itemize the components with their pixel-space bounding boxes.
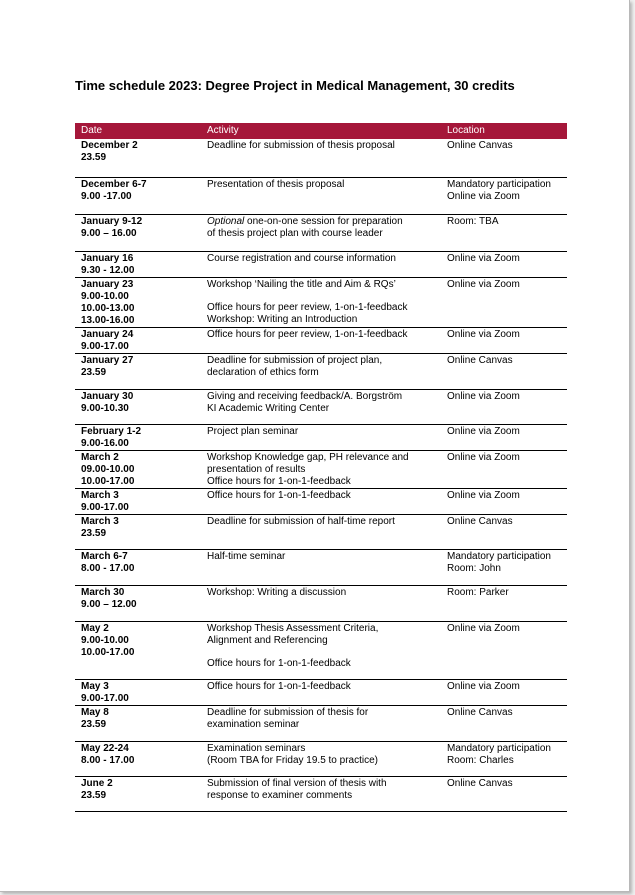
activity-line (207, 635, 441, 647)
header-date: Date (75, 123, 201, 139)
date-line: 9.00-10.00 (81, 290, 129, 302)
location-line: Mandatory participation (447, 742, 551, 754)
activity-text: examination seminar (207, 718, 300, 730)
cell-date (75, 389, 201, 424)
date-line: 09.00-10.00 (81, 463, 135, 475)
activity-text: Course registration and course information (207, 252, 396, 264)
activity-text: Office hours for peer review, 1-on-1-feedback (207, 301, 408, 313)
activity-line (207, 587, 441, 599)
cell-date (75, 251, 201, 277)
location-line: Online via Zoom (447, 489, 520, 501)
cell-location (441, 389, 567, 424)
date-line: December 2 (81, 140, 138, 151)
cell-location (441, 353, 567, 389)
line-spacer (207, 291, 441, 302)
activity-text: Office hours for peer review, 1-on-1-feedback (207, 328, 408, 340)
activity-line (207, 778, 441, 790)
activity-line (207, 179, 441, 191)
table-row (75, 139, 567, 177)
date-line: 9.00-17.00 (81, 340, 129, 352)
table-row (75, 488, 567, 514)
date-line: February 1-2 (81, 425, 142, 437)
date-line: January 30 (81, 390, 134, 402)
date-line: 23.59 (81, 152, 107, 163)
table-row (75, 514, 567, 549)
date-line: 9.00-17.00 (81, 501, 129, 513)
header-activity: Activity (201, 123, 441, 139)
location-line: Online Canvas (447, 140, 513, 151)
activity-line (207, 658, 441, 670)
date-line: 23.59 (81, 718, 107, 730)
date-line: 13.00-16.00 (81, 314, 135, 326)
activity-text: Office hours for 1-on-1-feedback (207, 475, 351, 487)
cell-date (75, 177, 201, 214)
location-line: Online Canvas (447, 706, 513, 718)
cell-location (441, 177, 567, 214)
location-line: Room: John (447, 562, 501, 574)
header-location: Location (441, 123, 567, 139)
cell-activity (201, 327, 441, 353)
location-line: Online Canvas (447, 777, 513, 789)
table-row (75, 424, 567, 450)
activity-line (207, 314, 441, 326)
activity-line (207, 452, 441, 464)
activity-text: Alignment and Referencing (207, 634, 328, 646)
activity-line (207, 464, 441, 476)
cell-date (75, 214, 201, 251)
activity-text: Office hours for 1-on-1-feedback (207, 657, 351, 669)
activity-line (207, 216, 441, 228)
date-line: March 3 (81, 515, 119, 527)
cell-activity (201, 353, 441, 389)
date-line: March 6-7 (81, 550, 128, 562)
cell-activity (201, 741, 441, 776)
date-line: 10.00-13.00 (81, 302, 135, 314)
activity-line (207, 329, 441, 341)
cell-location (441, 251, 567, 277)
cell-location (441, 139, 567, 177)
cell-activity (201, 177, 441, 214)
cell-date (75, 450, 201, 488)
cell-location (441, 549, 567, 585)
activity-line (207, 707, 441, 719)
date-line: 23.59 (81, 789, 107, 801)
cell-date (75, 488, 201, 514)
table-row (75, 327, 567, 353)
activity-line (207, 790, 441, 802)
cell-location (441, 450, 567, 488)
cell-date (75, 705, 201, 741)
activity-text: Deadline for submission of project plan, (207, 354, 383, 366)
activity-line (207, 516, 441, 528)
activity-line (207, 302, 441, 314)
activity-line (207, 755, 441, 767)
cell-date (75, 353, 201, 389)
activity-line (207, 551, 441, 563)
location-line: Online via Zoom (447, 680, 520, 692)
date-line: 9.30 - 12.00 (81, 264, 135, 276)
cell-location (441, 776, 567, 811)
activity-line (207, 391, 441, 403)
cell-date (75, 327, 201, 353)
activity-line (207, 253, 441, 265)
table-row (75, 353, 567, 389)
date-line: 9.00 – 16.00 (81, 227, 137, 239)
activity-text: presentation of results (207, 463, 306, 475)
location-line: Online via Zoom (447, 252, 520, 264)
activity-line (207, 355, 441, 367)
table-row (75, 251, 567, 277)
schedule-body (75, 139, 567, 811)
cell-activity (201, 585, 441, 621)
activity-line (207, 228, 441, 240)
activity-line (207, 623, 441, 635)
cell-location (441, 214, 567, 251)
location-line: Online via Zoom (447, 190, 520, 202)
cell-activity (201, 277, 441, 327)
activity-text: Workshop Thesis Assessment Criteria, (207, 622, 379, 634)
date-line: June 2 (81, 777, 113, 789)
activity-text: of thesis project plan with course leader (207, 227, 383, 239)
cell-location (441, 277, 567, 327)
location-line: Online via Zoom (447, 328, 520, 340)
activity-text: Submission of final version of thesis with (207, 777, 387, 789)
location-line: Online Canvas (447, 354, 513, 366)
activity-text: response to examiner comments (207, 789, 353, 801)
cell-location (441, 679, 567, 705)
activity-line (207, 403, 441, 415)
date-line: January 9-12 (81, 215, 143, 227)
location-line: Room: TBA (447, 215, 499, 227)
cell-date (75, 549, 201, 585)
cell-activity (201, 139, 441, 177)
table-row (75, 177, 567, 214)
cell-activity (201, 514, 441, 549)
table-row (75, 741, 567, 776)
table-row (75, 621, 567, 679)
date-line: March 3 (81, 489, 119, 501)
activity-line (207, 681, 441, 693)
cell-location (441, 424, 567, 450)
table-row (75, 776, 567, 811)
cell-date (75, 776, 201, 811)
activity-text: Workshop Knowledge gap, PH relevance and (207, 451, 409, 463)
date-line: 9.00-17.00 (81, 692, 129, 704)
activity-emphasis: Optional (207, 215, 245, 227)
location-line: Room: Parker (447, 586, 509, 598)
location-line: Mandatory participation (447, 550, 551, 562)
activity-text: Workshop: Writing a discussion (207, 586, 347, 598)
activity-text: declaration of ethics form (207, 366, 319, 378)
table-row (75, 705, 567, 741)
date-line: January 27 (81, 354, 134, 366)
cell-activity (201, 776, 441, 811)
activity-text: Workshop: Writing an Introduction (207, 313, 358, 325)
activity-line (207, 140, 441, 152)
cell-activity (201, 488, 441, 514)
line-spacer (207, 647, 441, 658)
cell-date (75, 424, 201, 450)
activity-text: one-on-one session for preparation (244, 215, 403, 227)
cell-activity (201, 214, 441, 251)
activity-line (207, 367, 441, 379)
date-line: 23.59 (81, 527, 107, 539)
document-title: Time schedule 2023: Degree Project in Medical Management, 30 credits (75, 78, 515, 93)
cell-date (75, 679, 201, 705)
date-line: January 16 (81, 252, 134, 264)
cell-activity (201, 549, 441, 585)
activity-text: Presentation of thesis proposal (207, 178, 345, 190)
cell-activity (201, 679, 441, 705)
date-line: 23.59 (81, 366, 107, 378)
activity-text: Office hours for 1-on-1-feedback (207, 680, 351, 692)
table-row (75, 450, 567, 488)
date-line: 9.00 -17.00 (81, 190, 132, 202)
cell-date (75, 139, 201, 177)
cell-location (441, 327, 567, 353)
location-line: Online via Zoom (447, 451, 520, 463)
activity-text: Workshop ‘Nailing the title and Aim & RQs’ (207, 278, 396, 290)
activity-line (207, 279, 441, 291)
date-line: January 24 (81, 328, 134, 340)
date-line: May 22-24 (81, 742, 129, 754)
date-line: 9.00-16.00 (81, 437, 129, 449)
location-line: Online via Zoom (447, 278, 520, 290)
date-line: January 23 (81, 278, 134, 290)
cell-date (75, 585, 201, 621)
cell-location (441, 621, 567, 679)
date-line: December 6-7 (81, 178, 147, 190)
date-line: 9.00-10.00 (81, 634, 129, 646)
date-line: 8.00 - 17.00 (81, 754, 135, 766)
cell-activity (201, 705, 441, 741)
activity-text: Deadline for submission of thesis proposal (207, 140, 395, 151)
cell-location (441, 514, 567, 549)
cell-date (75, 621, 201, 679)
cell-activity (201, 389, 441, 424)
table-row (75, 389, 567, 424)
table-row (75, 679, 567, 705)
cell-date (75, 741, 201, 776)
table-row (75, 585, 567, 621)
cell-location (441, 585, 567, 621)
activity-line (207, 719, 441, 731)
location-line: Online Canvas (447, 515, 513, 527)
date-line: 9.00-10.30 (81, 402, 129, 414)
cell-activity (201, 450, 441, 488)
activity-line (207, 743, 441, 755)
date-line: May 3 (81, 680, 109, 692)
cell-location (441, 488, 567, 514)
date-line: 9.00 – 12.00 (81, 598, 137, 610)
activity-text: Deadline for submission of thesis for (207, 706, 369, 718)
date-line: March 30 (81, 586, 125, 598)
table-row (75, 214, 567, 251)
date-line: May 8 (81, 706, 109, 718)
activity-line (207, 426, 441, 438)
date-line: May 2 (81, 622, 109, 634)
activity-line (207, 476, 441, 488)
cell-location (441, 705, 567, 741)
activity-line (207, 490, 441, 502)
date-line: 8.00 - 17.00 (81, 562, 135, 574)
activity-text: Giving and receiving feedback/A. Borgström (207, 390, 403, 402)
activity-text: Half-time seminar (207, 550, 286, 562)
activity-text: Office hours for 1-on-1-feedback (207, 489, 351, 501)
cell-location (441, 741, 567, 776)
schedule-table (75, 123, 567, 812)
table-row (75, 549, 567, 585)
date-line: March 2 (81, 451, 119, 463)
date-line: 10.00-17.00 (81, 646, 135, 658)
table-header-row (75, 123, 567, 139)
cell-activity (201, 621, 441, 679)
table-row (75, 277, 567, 327)
location-line: Mandatory participation (447, 178, 551, 190)
location-line: Room: Charles (447, 754, 514, 766)
date-line: 10.00-17.00 (81, 475, 135, 487)
activity-text: (Room TBA for Friday 19.5 to practice) (207, 754, 378, 766)
cell-activity (201, 424, 441, 450)
cell-date (75, 277, 201, 327)
location-line: Online via Zoom (447, 425, 520, 437)
activity-text: Examination seminars (207, 742, 306, 754)
activity-text: Project plan seminar (207, 425, 299, 437)
location-line: Online via Zoom (447, 622, 520, 634)
activity-text: Deadline for submission of half-time report (207, 515, 395, 527)
activity-text: KI Academic Writing Center (207, 402, 330, 414)
cell-activity (201, 251, 441, 277)
location-line: Online via Zoom (447, 390, 520, 402)
cell-date (75, 514, 201, 549)
